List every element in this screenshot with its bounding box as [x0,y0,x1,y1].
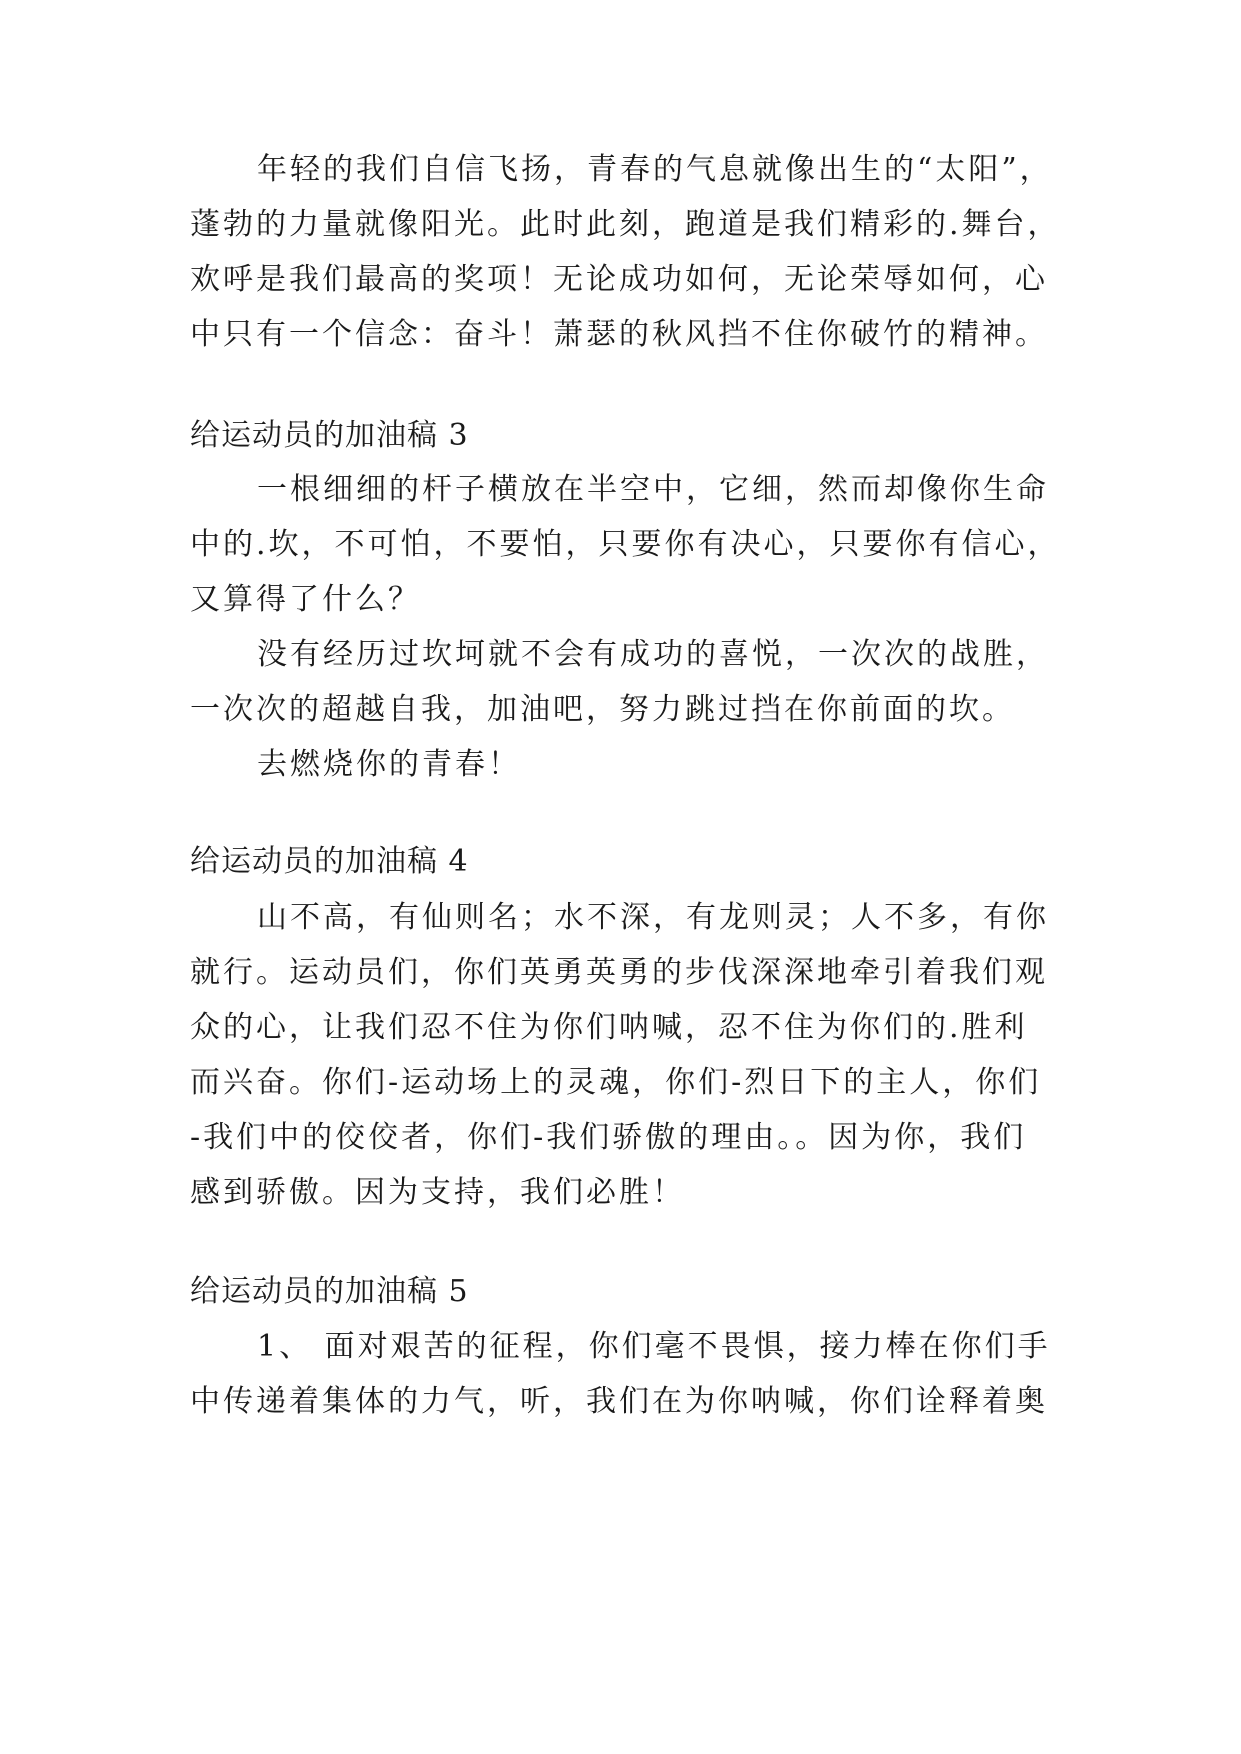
paragraph-line: 中的.坎，不可怕，不要怕，只要你有决心，只要你有信心， [190,527,1061,562]
paragraph-line: 山不高，有仙则名；水不深，有龙则灵；人不多，有你 [257,900,1049,935]
paragraph-line: 众的心，让我们忍不住为你们呐喊，忍不住为你们的.胜利 [190,1010,1028,1045]
section-heading: 给运动员的加油稿 4 [190,844,469,879]
paragraph-line: 去燃烧你的青春！ [257,747,521,782]
paragraph-line: 感到骄傲。因为支持，我们必胜！ [190,1175,685,1210]
paragraph-line: 就行。运动员们，你们英勇英勇的步伐深深地牵引着我们观 [190,955,1048,990]
paragraph-line: 年轻的我们自信飞扬，青春的气息就像出生的“太阳”， [257,152,1053,187]
paragraph-line: 蓬勃的力量就像阳光。此时此刻，跑道是我们精彩的.舞台， [190,207,1061,242]
section-heading: 给运动员的加油稿 3 [190,418,469,453]
paragraph-line: 又算得了什么？ [190,582,421,617]
paragraph-line: -我们中的佼佼者，你们-我们骄傲的理由。。因为你，我们 [190,1120,1027,1155]
paragraph-line: 一根细细的杆子横放在半空中，它细，然而却像你生命 [257,472,1049,507]
paragraph-line: 中传递着集体的力气，听，我们在为你呐喊，你们诠释着奥 [190,1384,1048,1419]
paragraph-line: 一次次的超越自我，加油吧，努力跳过挡在你前面的坎。 [190,692,1015,727]
paragraph-line: 没有经历过坎坷就不会有成功的喜悦，一次次的战胜， [257,637,1049,672]
paragraph-line: 欢呼是我们最高的奖项！无论成功如何，无论荣辱如何，心 [190,262,1048,297]
paragraph-line: 而兴奋。你们-运动场上的灵魂，你们-烈日下的主人，你们 [190,1065,1042,1100]
paragraph-line: 中只有一个信念：奋斗！萧瑟的秋风挡不住你破竹的精神。 [190,317,1048,352]
section-heading: 给运动员的加油稿 5 [190,1274,469,1309]
paragraph-line: 1、 面对艰苦的征程，你们毫不畏惧，接力棒在你们手 [257,1329,1051,1364]
